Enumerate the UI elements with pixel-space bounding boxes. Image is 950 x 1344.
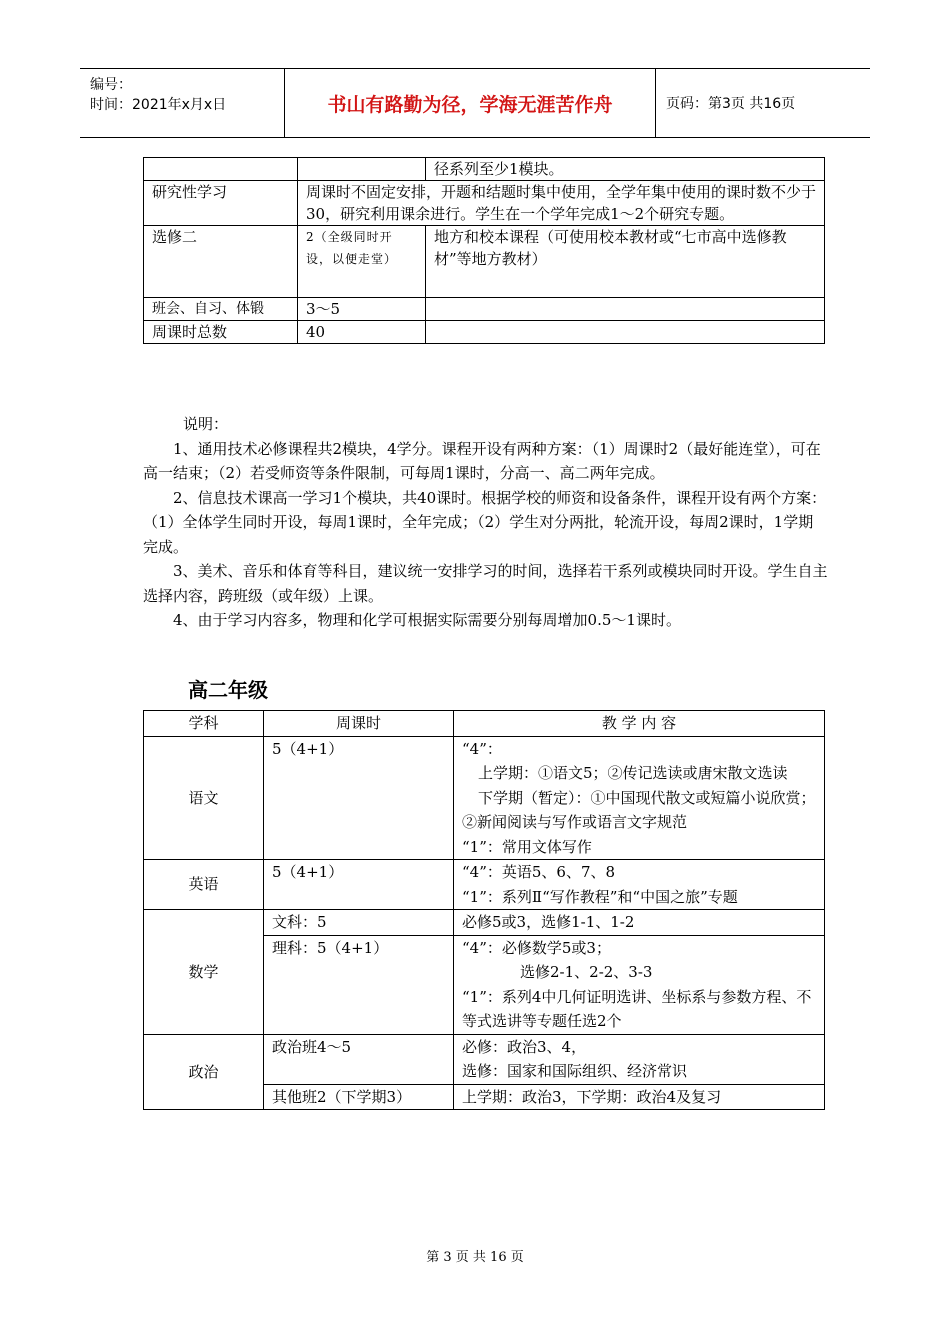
content-cell: 周课时不固定安排，开题和结题时集中使用，全学年集中使用的课时数不少于30，研究利用课余进行。学生在一个学年完成1～2个研究专题。 [298, 181, 825, 226]
content-line: “1”：常用文体写作 [462, 837, 592, 856]
header-meta [80, 69, 285, 137]
hours-cell: 其他班2（下学期3） [264, 1084, 454, 1110]
table-row [144, 158, 825, 181]
content-line: 下学期（暂定）：①中国现代散文或短篇小说欣赏；②新闻阅读与写作或语言文字规范 [462, 788, 816, 831]
content-line: 选修2-1、2-2、3-3 [520, 963, 653, 981]
subject-cell: 英语 [144, 860, 264, 910]
subject-cell: 政治 [144, 1034, 264, 1110]
doc-date: 时间：2021年x月x日 [90, 97, 227, 113]
subject-cell: 研究性学习 [144, 181, 298, 226]
content-line: “1”：系列Ⅱ“写作教程”和“中国之旅”专题 [462, 887, 738, 906]
table-row [144, 860, 825, 910]
table-cell: 径系列至少1模块。 [426, 158, 825, 181]
hours-cell: 文科：5 [264, 910, 454, 936]
content-cell [454, 860, 825, 910]
hours-cell: 理科：5（4+1） [264, 935, 454, 1034]
subject-cell: 周课时总数 [144, 321, 298, 344]
table-cell [298, 158, 426, 181]
header-motto: 书山有路勤为径，学海无涯苦作舟 [285, 69, 656, 137]
subject-cell: 班会、自习、体锻 [144, 298, 298, 321]
content-cell [454, 1034, 825, 1084]
content-cell: 上学期：政治3，下学期：政治4及复习 [454, 1084, 825, 1110]
table-row [144, 736, 825, 860]
notes-label: 说明： [183, 415, 229, 433]
content-cell [426, 321, 825, 344]
schedule-table-continued [143, 157, 825, 344]
content-line: “1”：系列4中几何证明选讲、坐标系与参数方程、不等式选讲等专题任选2个 [462, 987, 812, 1030]
hours-cell: 40 [298, 321, 426, 344]
hours-cell: 5（4+1） [264, 736, 454, 860]
table-row [144, 226, 825, 298]
hours-cell: 2（全级同时开设，以便走堂） [298, 226, 426, 298]
page-footer: 第 3 页 共 16 页 [426, 1250, 524, 1265]
content-line: 选修：国家和国际组织、经济常识 [462, 1062, 688, 1080]
content-cell: 地方和校本课程（可使用校本教材或“七市高中选修教材”等地方教材） [426, 226, 825, 298]
grade2-schedule-table [143, 710, 825, 1110]
table-row [144, 910, 825, 936]
content-line: 必修：政治3、4， [462, 1037, 587, 1056]
content-line: 上学期：①语文5；②传记选读或唐宋散文选读 [478, 764, 788, 782]
table-header-row [144, 711, 825, 737]
table-row [144, 321, 825, 344]
table-cell [144, 158, 298, 181]
hours-cell: 3～5 [298, 298, 426, 321]
subject-cell: 语文 [144, 736, 264, 860]
content-cell [426, 298, 825, 321]
column-header: 教 学 内 容 [454, 711, 825, 737]
subject-cell: 选修二 [144, 226, 298, 298]
content-cell [454, 736, 825, 860]
grade-title: 高二年级 [188, 678, 268, 702]
table-row [144, 181, 825, 226]
hours-cell: 政治班4～5 [264, 1034, 454, 1084]
subject-cell: 数学 [144, 910, 264, 1035]
column-header: 周课时 [264, 711, 454, 737]
note-item: 3、美术、音乐和体育等科目，建议统一安排学习的时间，选择若干系列或模块同时开设。学生自主选择内容，跨班级（或年级）上课。 [143, 562, 828, 605]
content-cell [454, 935, 825, 1034]
page-header [80, 68, 870, 138]
header-page-info: 页码：第3页 共16页 [666, 96, 796, 112]
table-row [144, 298, 825, 321]
note-item: 1、通用技术必修课程共2模块，4学分。课程开设有两种方案：（1）周课时2（最好能连堂），可在高一结束；（2）若受师资等条件限制，可每周1课时，分高一、高二两年完成。 [143, 439, 821, 482]
doc-number-label: 编号： [90, 77, 132, 93]
content-line: “4”：英语5、6、7、8 [462, 863, 616, 881]
column-header: 学科 [144, 711, 264, 737]
notes-section [143, 412, 828, 633]
note-item: 2、信息技术课高一学习1个模块，共40课时。根据学校的师资和设备条件，课程开设有两个方案：（1）全体学生同时开设，每周1课时，全年完成；（2）学生对分两批，轮流开设，每周2课时，1学期完成。 [143, 488, 827, 556]
content-cell: 必修5或3，选修1-1、1-2 [454, 910, 825, 936]
note-item: 4、由于学习内容多，物理和化学可根据实际需要分别每周增加0.5～1课时。 [173, 611, 681, 629]
hours-cell: 5（4+1） [264, 860, 454, 910]
content-line: “4”： [462, 739, 502, 758]
table-row [144, 1034, 825, 1084]
content-line: “4”：必修数学5或3； [462, 938, 611, 957]
